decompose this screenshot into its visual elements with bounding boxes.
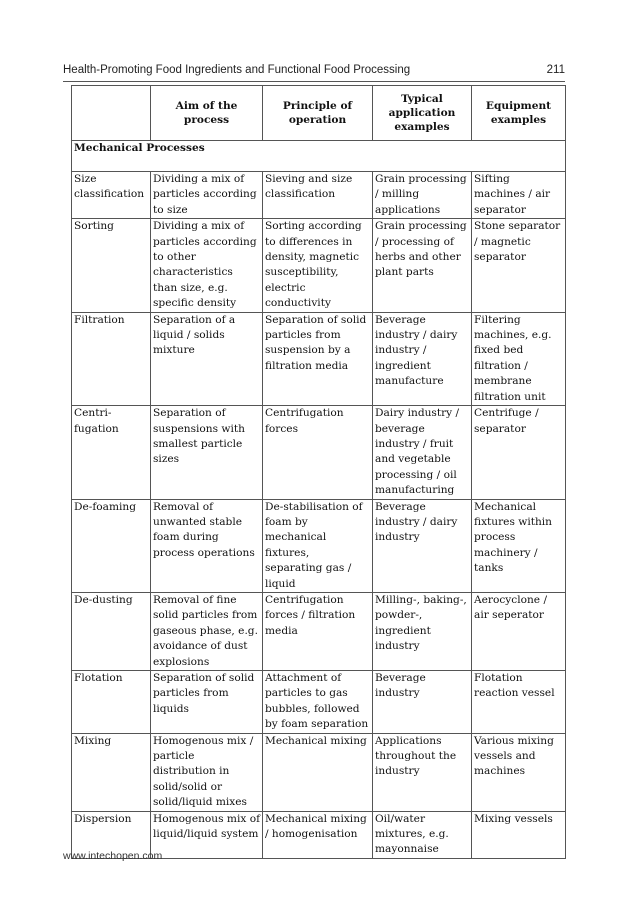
running-header: [63, 64, 565, 76]
table-row: [72, 592, 566, 670]
table-cell: Separation of suspensions with smallest particle sizes: [151, 406, 263, 499]
table-cell: Mechanical mixing / homogenisation: [263, 811, 373, 858]
table-cell: Sifting machines / air separator: [472, 172, 566, 219]
table-cell: Removal of fine solid particles from gaseous phase, e.g. avoidance of dust explosions: [151, 592, 263, 670]
column-header: Typical application examples: [373, 86, 472, 141]
table-cell: Separation of solid particles from liquids: [151, 671, 263, 734]
table-cell: Grain processing / milling applications: [373, 172, 472, 219]
table-cell: Size classification: [72, 172, 151, 219]
table-cell: Mechanical mixing: [263, 733, 373, 811]
running-title: Health-Promoting Food Ingredients and Functional Food Processing: [63, 64, 411, 76]
table-cell: Various mixing vessels and machines: [472, 733, 566, 811]
table-cell: Dividing a mix of particles according to other characteristics than size, e.g. specific density: [151, 219, 263, 312]
column-header: [72, 86, 151, 141]
table-cell: Mixing vessels: [472, 811, 566, 858]
process-table: [71, 85, 566, 859]
table-row: [72, 499, 566, 592]
column-header: Equipment examples: [472, 86, 566, 141]
table-cell: Flotation: [72, 671, 151, 734]
table-cell: Aerocyclone / air seperator: [472, 592, 566, 670]
table-cell: Milling-, baking-, powder-, ingredient industry: [373, 592, 472, 670]
group-row: [72, 141, 566, 172]
column-header: Aim of the process: [151, 86, 263, 141]
table-cell: Sieving and size classification: [263, 172, 373, 219]
table-cell: Dispersion: [72, 811, 151, 858]
table-cell: Centrifuge / separator: [472, 406, 566, 499]
footer-url: www.intechopen.com: [63, 850, 163, 862]
table-cell: Centrifugation forces: [263, 406, 373, 499]
table-row: [72, 312, 566, 405]
table-cell: Separation of a liquid / solids mixture: [151, 312, 263, 405]
table-cell: Filtering machines, e.g. fixed bed filtration / membrane filtration unit: [472, 312, 566, 405]
table-cell: Oil/water mixtures, e.g. mayonnaise: [373, 811, 472, 858]
table-cell: Centrifugation forces / filtration media: [263, 592, 373, 670]
header-rule: [63, 81, 565, 82]
table-header-row: [72, 86, 566, 141]
table-row: [72, 172, 566, 219]
table-cell: Filtration: [72, 312, 151, 405]
table-cell: Sorting: [72, 219, 151, 312]
table-cell: Dairy industry / beverage industry / fruit and vegetable processing / oil manufacturing: [373, 406, 472, 499]
table-cell: Mixing: [72, 733, 151, 811]
table-cell: Beverage industry: [373, 671, 472, 734]
table-cell: De-foaming: [72, 499, 151, 592]
table-cell: Dividing a mix of particles according to size: [151, 172, 263, 219]
table-row: [72, 671, 566, 734]
table-cell: Applications throughout the industry: [373, 733, 472, 811]
table-row: [72, 219, 566, 312]
column-header: Principle of operation: [263, 86, 373, 141]
table-row: [72, 733, 566, 811]
table-cell: Centri-fugation: [72, 406, 151, 499]
table-cell: Stone separator / magnetic separator: [472, 219, 566, 312]
table-cell: Sorting according to differences in density, magnetic susceptibility, electric conductivity: [263, 219, 373, 312]
table-cell: Attachment of particles to gas bubbles, followed by foam separation: [263, 671, 373, 734]
table-cell: Separation of solid particles from suspension by a filtration media: [263, 312, 373, 405]
table-cell: Removal of unwanted stable foam during process operations: [151, 499, 263, 592]
table-cell: Flotation reaction vessel: [472, 671, 566, 734]
group-label: Mechanical Processes: [72, 141, 566, 172]
table-cell: Grain processing / processing of herbs and other plant parts: [373, 219, 472, 312]
table-cell: De-stabilisation of foam by mechanical fixtures, separating gas / liquid: [263, 499, 373, 592]
table-cell: De-dusting: [72, 592, 151, 670]
table-cell: Mechanical fixtures within process machinery / tanks: [472, 499, 566, 592]
table-cell: Homogenous mix / particle distribution in solid/solid or solid/liquid mixes: [151, 733, 263, 811]
page-number: 211: [546, 64, 565, 76]
table-cell: Homogenous mix of liquid/liquid system: [151, 811, 263, 858]
table-cell: Beverage industry / dairy industry: [373, 499, 472, 592]
table-cell: Beverage industry / dairy industry / ingredient manufacture: [373, 312, 472, 405]
table-row: [72, 406, 566, 499]
